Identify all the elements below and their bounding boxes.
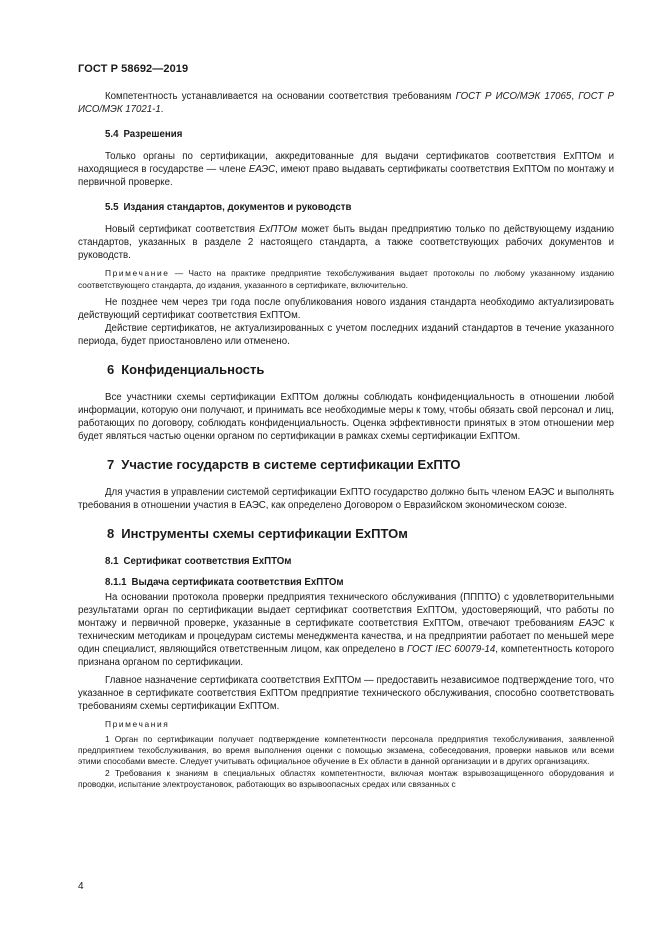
standard-reference: ГОСТ Р ИСО/МЭК 17021-1 — [78, 91, 614, 115]
document-body — [78, 90, 614, 790]
paragraph-text: к техническим методикам и процедурам системы менеджмента качества, и на предприятии работает по меньшей мере один специалист, являющийся ответственным лицом, как определено в — [78, 618, 614, 656]
paragraph-text: , компетентность которого признана органом по сертификации. — [78, 644, 614, 669]
paragraph: Все участники схемы сертификации ЕхПТОм должны соблюдать конфиденциальность в отношении любой информации, которую они получают, и принимать все необходимые меры к тому, чтобы обязать свой персонал и лиц, работающих по договору, соблюдать конфиденциальность. Оценка эффективности принятых в этом отношении мер будет являться частью оценки органом по сертификации в рамках схемы сертификации ЕхПТОм. — [78, 392, 614, 443]
section-number: 8.1 — [105, 556, 119, 568]
standard-reference: ГОСТ Р ИСО/МЭК 17065 — [455, 91, 572, 102]
section-heading-5-4 — [78, 128, 614, 141]
paragraph-text: Только органы по сертификации, аккредитованные для выдачи сертификатов соответствия ЕхПТОм и находящиеся в государстве — члене — [78, 151, 614, 175]
note-text: — Часто на практике предприятие техобслуживания выдает протоколы по любому указанному изданию соответствующего стандарта, до издания, указанного в сертификате, включительно. — [78, 268, 614, 290]
section-number: 5.5 — [105, 202, 119, 213]
section-title: Инструменты схемы сертификации ЕхПТОм — [121, 526, 408, 542]
intro-paragraph — [78, 90, 614, 116]
paragraph: Действие сертификатов, не актуализированных с учетом последних изданий стандартов в течение указанного периода, будет приостановлено или отменено. — [78, 323, 614, 348]
note-label: Примечание — [105, 268, 170, 278]
notes-title: Примечания — [105, 719, 170, 730]
paragraph-text: может быть выдан предприятию только по действующему изданию стандартов, указанных в разделе 2 настоящего стандарта, а также соответствующих рабочих документов и руководств. — [78, 224, 614, 261]
note-item: 1 Орган по сертификации получает подтверждение компетентности персонала предприятия техобслуживания, заявленной предприятием техобслуживания, во время выполнения оценки с помощью экзамена, собеседования, проверки навыков или всеми этими способами вместе. Следует учитывать официальное обучение в Ех области в данной организации и в других организациях. — [78, 733, 614, 767]
paragraph: Главное назначение сертификата соответствия ЕхПТОм — предоставить независимое подтверждение того, что указанное в сертификате соответствия ЕхПТОм предприятие технического обслуживания, способно соответствовать требованиям схемы сертификации ЕхПТОм. — [78, 675, 614, 713]
section-title: Сертификат соответствия ЕхПТОм — [123, 556, 292, 568]
section-number: 8.1.1 — [105, 577, 127, 589]
page-number: 4 — [78, 881, 84, 892]
section-number: 8 — [107, 526, 115, 542]
subsection-heading-8-1-1 — [78, 576, 614, 589]
section-title: Конфиденциальность — [121, 362, 265, 378]
paragraph-text: , имеют право выдавать сертификаты соответствия ЕхПТОм по монтажу и первичной проверке. — [78, 164, 615, 188]
section-title: Разрешения — [123, 129, 183, 140]
section-heading-8 — [78, 526, 614, 542]
paragraph-italic: ЕАЭС — [248, 164, 276, 175]
standard-reference: ГОСТ IEC 60079-14 — [407, 644, 496, 656]
paragraph-italic: ЕАЭС — [578, 618, 605, 630]
paragraph-italic: ЕхПТОм — [258, 224, 298, 235]
section-title: Издания стандартов, документов и руководств — [123, 202, 352, 213]
paragraph: Для участия в управлении системой сертификации ЕхПТО государство должно быть членом ЕАЭС и выполнять требования в отношении участия в ЕАЭС, как определено Договором о Евразийском экономическом союзе. — [78, 487, 614, 512]
section-heading-7 — [78, 457, 614, 473]
section-number: 7 — [107, 457, 115, 473]
section-number: 5.4 — [105, 129, 119, 140]
paragraph-text: Новый сертификат соответствия — [105, 224, 259, 235]
note-item: 2 Требования к знаниям в специальных областях компетентности, включая монтаж взрывозащищенного оборудования и проводки, испытание электроустановок, работающих во взрывоопасных средах или связанных с — [78, 767, 614, 789]
separator: , — [571, 91, 579, 102]
intro-text: Компетентность устанавливается на основании соответствия требованиям — [105, 91, 456, 102]
period: . — [160, 104, 164, 115]
note-paragraph — [78, 268, 614, 291]
section-heading-5-5 — [78, 201, 614, 214]
paragraph: Не позднее чем через три года после опубликования нового издания стандарта необходимо актуализировать действующий сертификат соответствия ЕхПТОм. — [78, 297, 614, 322]
section-title: Выдача сертификата соответствия ЕхПТОм — [131, 577, 344, 589]
paragraph — [78, 150, 614, 189]
section-title: Участие государств в системе сертификации ЕхПТО — [121, 457, 461, 473]
document-header: ГОСТ Р 58692—2019 — [78, 63, 189, 75]
paragraph — [78, 591, 614, 669]
section-number: 6 — [107, 362, 115, 378]
paragraph-text: На основании протокола проверки предприятия технического обслуживания (ПППТО) с удовлетворительными результатами орган по сертификации выдает сертификат соответствия ЕхПТОм, удостоверяющий, что работы по монтажу и первичной проверке, указанные в сертификате соответствия ЕхПТОм, отвечают требованиям — [78, 592, 614, 630]
section-heading-6 — [78, 362, 614, 378]
subsection-heading-8-1 — [78, 555, 614, 568]
paragraph — [78, 223, 614, 262]
